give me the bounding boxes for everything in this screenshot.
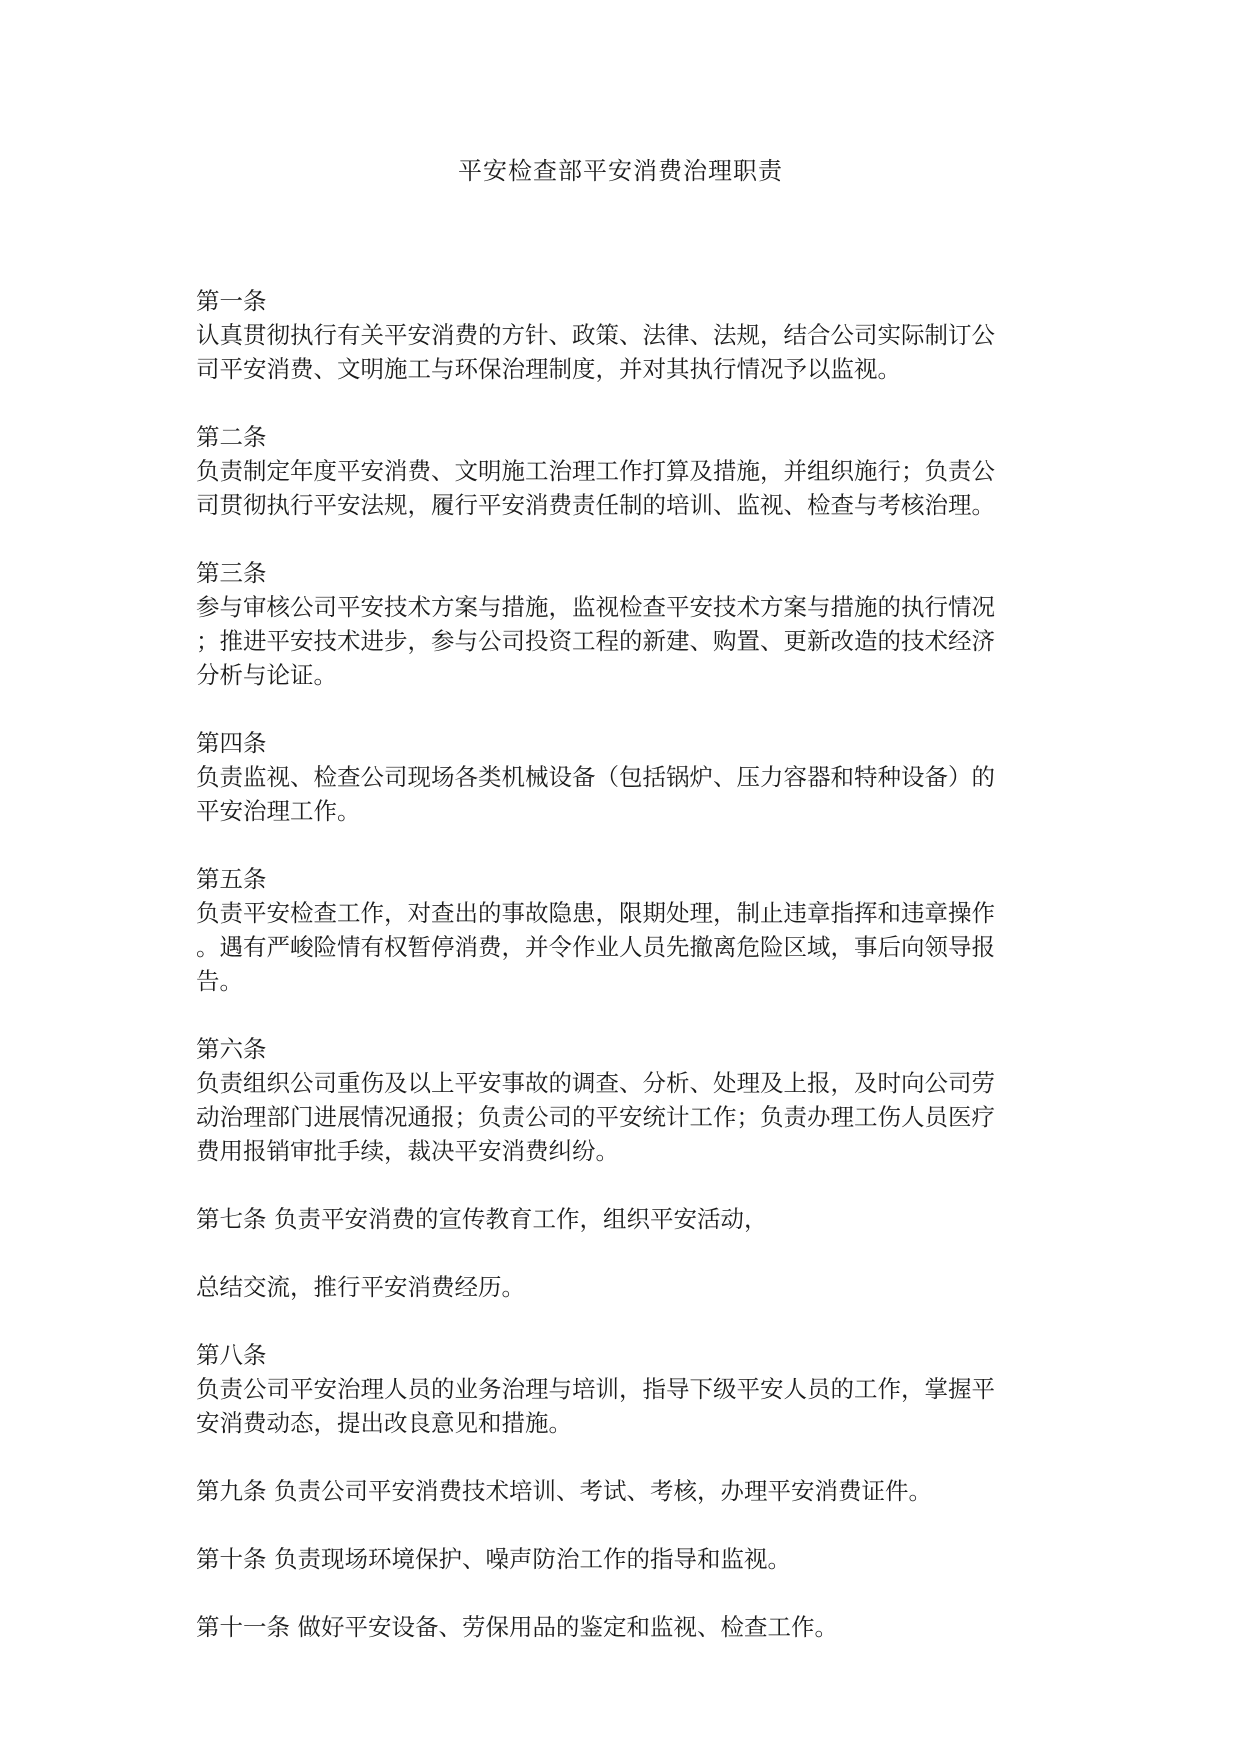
article-heading: 第六条 xyxy=(196,1035,267,1063)
article-line: 告。 xyxy=(196,967,243,995)
article-line: 负责现场环境保护、噪声防治工作的指导和监视。 xyxy=(273,1545,791,1573)
article-line: 安消费动态，提出改良意见和措施。 xyxy=(196,1409,572,1437)
article-line: 负责监视、检查公司现场各类机械设备（包括锅炉、压力容器和特种设备）的 xyxy=(196,763,995,791)
document-title: 平安检查部平安消费治理职责 xyxy=(458,157,783,185)
article-body xyxy=(274,1545,791,1573)
article-line: 参与审核公司平安技术方案与措施，监视检查平安技术方案与措施的执行情况 xyxy=(196,593,995,621)
article-line: 做好平安设备、劳保用品的鉴定和监视、检查工作。 xyxy=(297,1613,838,1641)
article-line: 总结交流，推行平安消费经历。 xyxy=(196,1273,525,1301)
article-body xyxy=(196,318,1054,386)
article-body xyxy=(196,1273,525,1301)
article-heading: 第十条 xyxy=(196,1545,267,1573)
article-line: 认真贯彻执行有关平安消费的方针、政策、法律、法规，结合公司实际制订公 xyxy=(196,321,995,349)
article-heading: 第七条 xyxy=(196,1205,267,1233)
article-1 xyxy=(196,284,1054,386)
article-line: ；推进平安技术进步，参与公司投资工程的新建、购置、更新改造的技术经济 xyxy=(196,627,995,655)
article-12 xyxy=(196,1610,1054,1644)
article-heading: 第十一条 xyxy=(196,1613,290,1641)
article-line: 负责公司平安消费技术培训、考试、考核，办理平安消费证件。 xyxy=(273,1477,932,1505)
article-4 xyxy=(196,726,1054,828)
article-body xyxy=(196,1372,1054,1440)
article-body xyxy=(274,1205,768,1233)
article-3 xyxy=(196,556,1054,692)
article-heading: 第五条 xyxy=(196,865,267,893)
article-6 xyxy=(196,1032,1054,1168)
article-line: 负责制定年度平安消费、文明施工治理工作打算及措施，并组织施行；负责公 xyxy=(196,457,995,485)
article-5 xyxy=(196,862,1054,998)
article-body xyxy=(297,1613,838,1641)
article-heading: 第四条 xyxy=(196,729,267,757)
article-line: 司贯彻执行平安法规，履行平安消费责任制的培训、监视、检查与考核治理。 xyxy=(196,491,995,519)
article-body xyxy=(274,1477,932,1505)
article-9 xyxy=(196,1338,1054,1440)
article-body xyxy=(196,454,1054,522)
article-heading: 第二条 xyxy=(196,423,267,451)
article-line: 负责公司平安治理人员的业务治理与培训，指导下级平安人员的工作，掌握平 xyxy=(196,1375,995,1403)
article-heading: 第三条 xyxy=(196,559,267,587)
article-body xyxy=(196,1066,1054,1168)
article-heading: 第八条 xyxy=(196,1341,267,1369)
article-10 xyxy=(196,1474,1054,1508)
article-11 xyxy=(196,1542,1054,1576)
article-line: 负责平安消费的宣传教育工作，组织平安活动， xyxy=(273,1205,768,1233)
document-body xyxy=(196,284,1054,1678)
article-line: 负责平安检查工作，对查出的事故隐患，限期处理，制止违章指挥和违章操作 xyxy=(196,899,995,927)
article-8 xyxy=(196,1270,1054,1304)
article-2 xyxy=(196,420,1054,522)
article-line: 动治理部门进展情况通报；负责公司的平安统计工作；负责办理工伤人员医疗 xyxy=(196,1103,995,1131)
article-body xyxy=(196,896,1054,998)
article-body xyxy=(196,760,1054,828)
article-line: 。遇有严峻险情有权暂停消费，并令作业人员先撤离危险区域，事后向领导报 xyxy=(196,933,995,961)
article-line: 分析与论证。 xyxy=(196,661,337,689)
article-line: 司平安消费、文明施工与环保治理制度，并对其执行情况予以监视。 xyxy=(196,355,901,383)
article-list xyxy=(196,284,1054,1644)
article-heading: 第九条 xyxy=(196,1477,267,1505)
article-line: 平安治理工作。 xyxy=(196,797,361,825)
article-line: 费用报销审批手续，裁决平安消费纠纷。 xyxy=(196,1137,619,1165)
article-7 xyxy=(196,1202,1054,1236)
article-heading: 第一条 xyxy=(196,287,267,315)
article-body xyxy=(196,590,1054,692)
article-line: 负责组织公司重伤及以上平安事故的调查、分析、处理及上报，及时向公司劳 xyxy=(196,1069,995,1097)
